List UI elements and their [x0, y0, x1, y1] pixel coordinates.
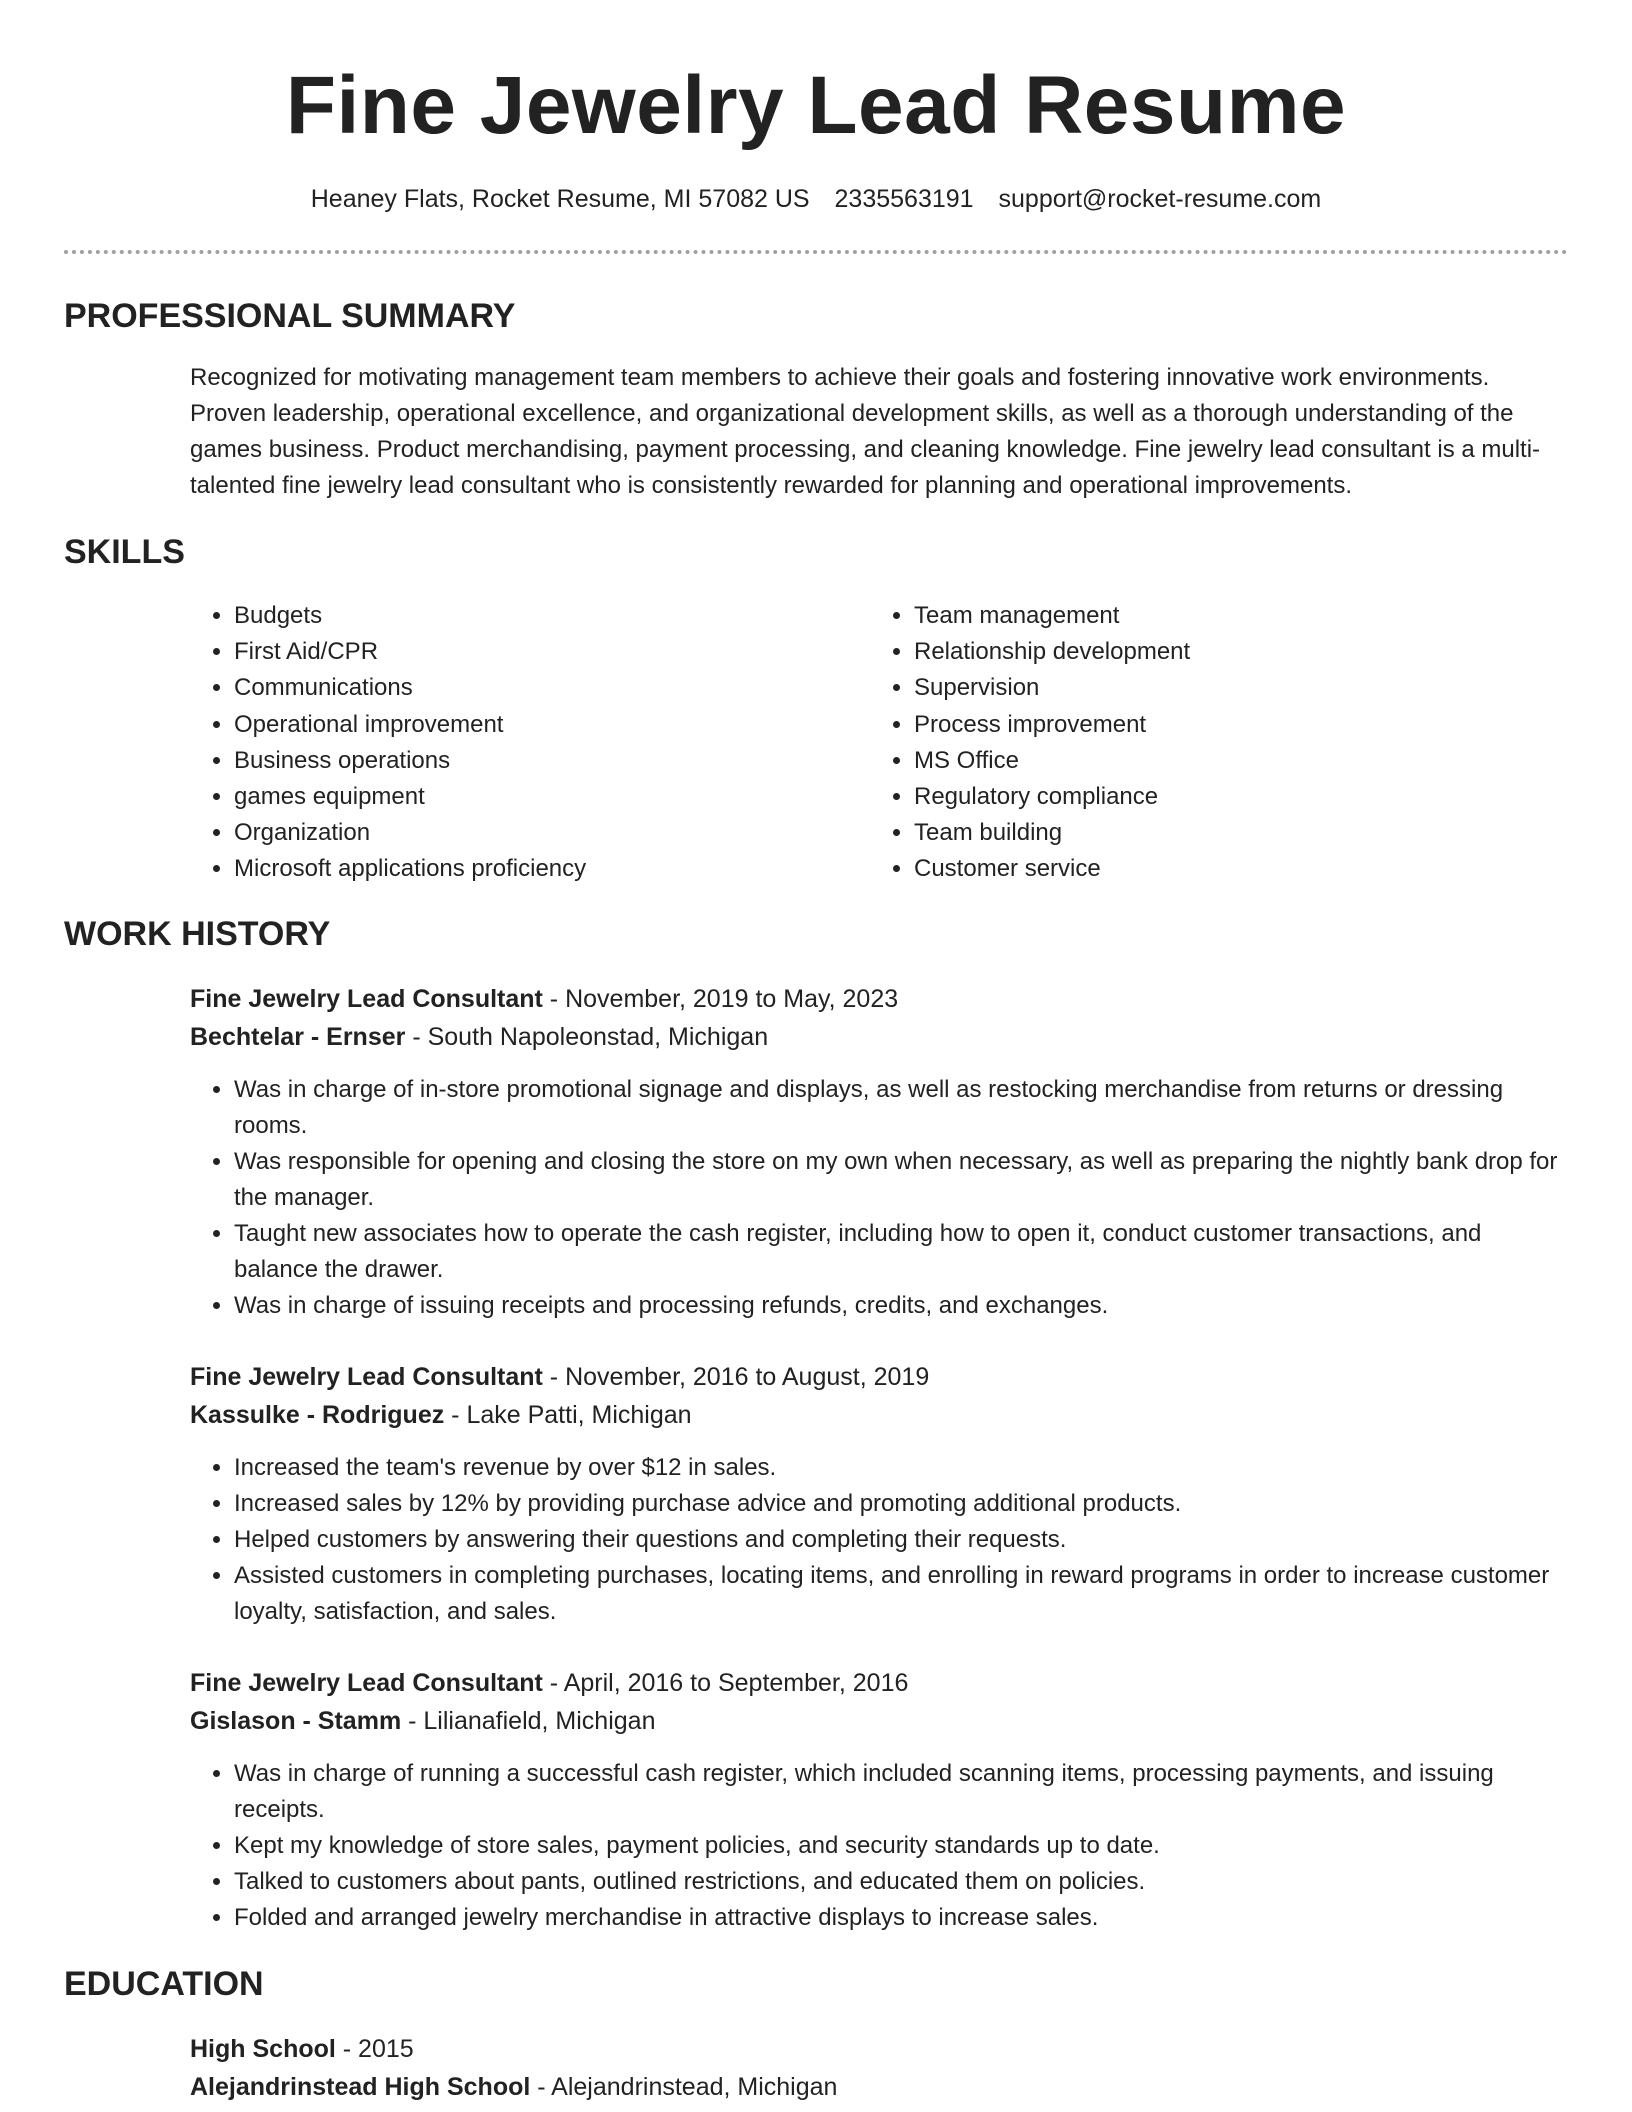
job-entry: [190, 980, 1568, 1324]
skills-section: [64, 530, 1568, 888]
skill-item: • Budgets: [234, 598, 870, 634]
education-degree: High School: [190, 2034, 336, 2063]
skill-item: • Operational improvement: [234, 707, 870, 743]
summary-text: Recognized for motivating management team members to achieve their goals and fostering innovative work environments. Proven leadership, operational excellence, and organizational development skills, as well as a thorough understanding of the games business. Product merchandising, payment processing, and cleaning knowledge. Fine jewelry lead consultant is a multi-talented fine jewelry lead consultant who is consistently rewarded for planning and operational improvements.: [190, 364, 1541, 499]
skill-item: • games equipment: [234, 779, 870, 815]
job-company: Gislason - Stamm: [190, 1706, 402, 1735]
job-bullet: • Was in charge of issuing receipts and processing refunds, credits, and exchanges.: [234, 1288, 1568, 1324]
job-bullet: • Was in charge of in-store promotional signage and displays, as well as restocking merchandise from returns or dressing rooms.: [234, 1072, 1568, 1144]
contact-address: Heaney Flats, Rocket Resume, MI 57082 US: [310, 185, 810, 213]
job-bullet: • Kept my knowledge of store sales, payment policies, and security standards up to date.: [234, 1828, 1568, 1864]
job-company-line: [190, 1396, 1568, 1434]
job-location: - Lilianafield, Michigan: [401, 1706, 656, 1735]
job-company-line: [190, 1702, 1568, 1740]
job-bullets: [190, 1072, 1568, 1324]
job-bullet: • Increased sales by 12% by providing purchase advice and promoting additional products.: [234, 1486, 1568, 1522]
skill-item: • MS Office: [914, 743, 1550, 779]
summary-heading: PROFESSIONAL SUMMARY: [64, 297, 516, 335]
job-entry: [190, 1358, 1568, 1630]
header-divider: [64, 250, 1568, 254]
skill-item: • Team building: [914, 815, 1550, 851]
job-title: Fine Jewelry Lead Consultant: [190, 984, 543, 1013]
job-bullets: [190, 1756, 1568, 1936]
skills-grid: [190, 598, 1568, 888]
job-bullet: • Folded and arranged jewelry merchandise in attractive displays to increase sales.: [234, 1900, 1568, 1936]
job-bullet: • Taught new associates how to operate the cash register, including how to open it, conduct customer transactions, and balance the drawer.: [234, 1216, 1568, 1288]
job-bullet: • Helped customers by answering their questions and completing their requests.: [234, 1522, 1568, 1558]
job-bullets: [190, 1450, 1568, 1630]
skills-column-right: [870, 598, 1550, 888]
skill-item: • Communications: [234, 670, 870, 706]
job-location: - South Napoleonstad, Michigan: [405, 1022, 769, 1051]
job-company-line: [190, 1018, 1568, 1056]
job-title-line: [190, 1664, 1568, 1702]
skill-item: • Organization: [234, 815, 870, 851]
job-company: Kassulke - Rodriguez: [190, 1400, 445, 1429]
skill-item: • Supervision: [914, 670, 1550, 706]
job-bullet: • Was responsible for opening and closing the store on my own when necessary, as well as preparing the nightly bank drop for the manager.: [234, 1144, 1568, 1216]
job-bullet: • Talked to customers about pants, outlined restrictions, and educated them on policies.: [234, 1864, 1568, 1900]
job-bullet: • Was in charge of running a successful cash register, which included scanning items, processing payments, and issuing receipts.: [234, 1756, 1568, 1828]
job-title-line: [190, 1358, 1568, 1396]
contact-line: [64, 182, 1568, 216]
skill-item: • Regulatory compliance: [914, 779, 1550, 815]
job-bullet: • Assisted customers in completing purchases, locating items, and enrolling in reward programs in order to increase customer loyalty, satisfaction, and sales.: [234, 1558, 1568, 1630]
skills-heading: SKILLS: [64, 533, 185, 571]
education-year: - 2015: [335, 2034, 414, 2063]
skill-item: • First Aid/CPR: [234, 634, 870, 670]
job-company: Bechtelar - Ernser: [190, 1022, 406, 1051]
education-location: - Alejandrinstead, Michigan: [530, 2072, 838, 2101]
education-section: [64, 1962, 1568, 2106]
skill-item: • Process improvement: [914, 707, 1550, 743]
work-history-section: [64, 912, 1568, 1936]
skill-item: • Business operations: [234, 743, 870, 779]
job-dates: - November, 2019 to May, 2023: [542, 984, 899, 1013]
summary-section: [64, 294, 1568, 504]
job-bullet: • Increased the team's revenue by over $12 in sales.: [234, 1450, 1568, 1486]
education-degree-line: [190, 2030, 1568, 2068]
education-school-line: [190, 2068, 1568, 2106]
job-dates: - April, 2016 to September, 2016: [542, 1668, 909, 1697]
skill-item: • Customer service: [914, 851, 1550, 887]
job-dates: - November, 2016 to August, 2019: [542, 1362, 930, 1391]
resume-title: Fine Jewelry Lead Resume: [285, 60, 1347, 151]
education-school: Alejandrinstead High School: [190, 2072, 531, 2101]
work-history-heading: WORK HISTORY: [64, 914, 331, 953]
job-title-line: [190, 980, 1568, 1018]
job-title: Fine Jewelry Lead Consultant: [190, 1362, 543, 1391]
contact-phone: 2335563191: [834, 185, 974, 213]
skill-item: • Team management: [914, 598, 1550, 634]
skill-item: • Relationship development: [914, 634, 1550, 670]
skill-item: • Microsoft applications proficiency: [234, 851, 870, 887]
job-entry: [190, 1664, 1568, 1936]
contact-email: support@rocket-resume.com: [998, 185, 1322, 213]
education-entry: [190, 2030, 1568, 2106]
education-heading: EDUCATION: [64, 1964, 264, 2003]
job-location: - Lake Patti, Michigan: [444, 1400, 692, 1429]
skills-column-left: [190, 598, 870, 888]
job-title: Fine Jewelry Lead Consultant: [190, 1668, 543, 1697]
